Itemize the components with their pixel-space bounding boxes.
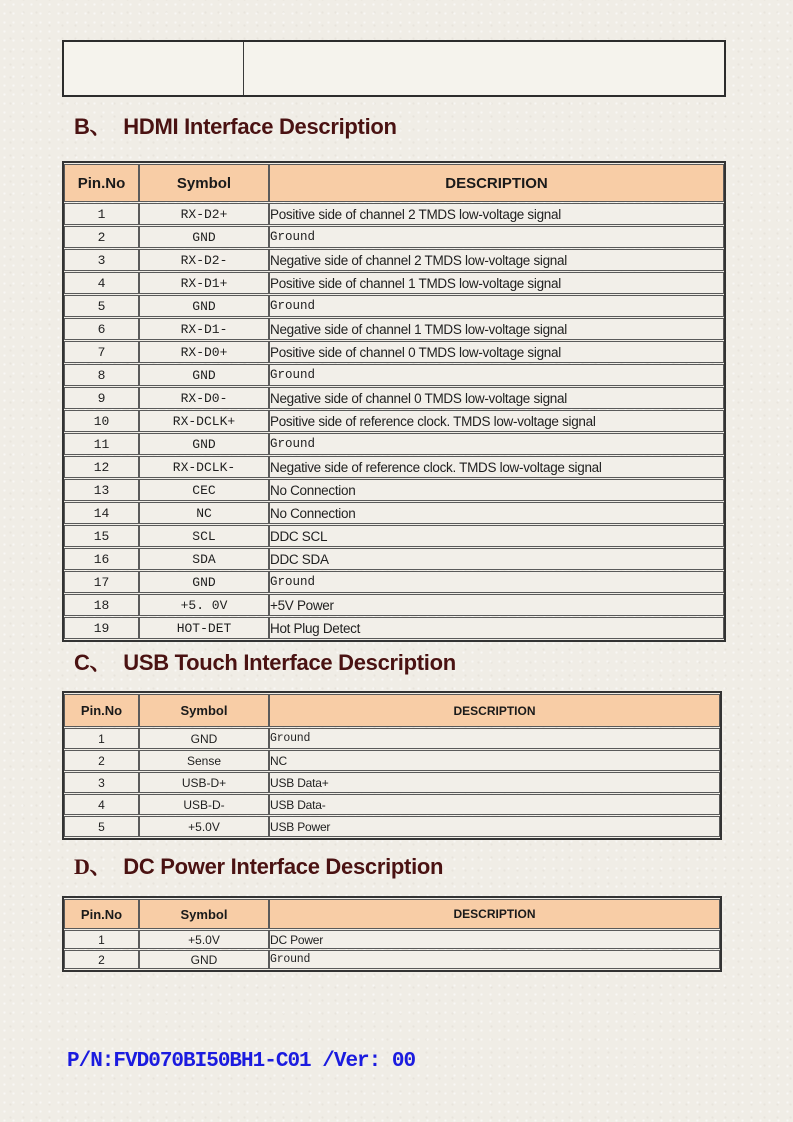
pin-cell: 4 — [64, 794, 139, 815]
description-cell: Positive side of channel 0 TMDS low-voltage signal — [269, 341, 724, 363]
pin-cell: 18 — [64, 594, 139, 616]
hdmi-header-row — [64, 164, 724, 202]
symbol-cell: GND — [139, 950, 269, 969]
pin-cell: 2 — [64, 226, 139, 248]
description-cell: Ground — [269, 950, 720, 969]
pin-cell: 1 — [64, 203, 139, 225]
symbol-cell: GND — [139, 364, 269, 386]
table-row — [64, 571, 724, 593]
pin-cell: 7 — [64, 341, 139, 363]
hdmi-pin-table — [62, 161, 726, 642]
description-cell: Ground — [269, 226, 724, 248]
description-cell: USB Power — [269, 816, 720, 837]
pin-cell: 14 — [64, 502, 139, 524]
symbol-cell: HOT-DET — [139, 617, 269, 639]
pin-cell: 2 — [64, 950, 139, 969]
description-cell: Negative side of reference clock. TMDS low-voltage signal — [269, 456, 724, 478]
pin-cell: 2 — [64, 750, 139, 771]
symbol-cell: Sense — [139, 750, 269, 771]
table-row — [64, 617, 724, 639]
section-prefix: C、 — [74, 650, 112, 675]
pin-cell: 15 — [64, 525, 139, 547]
table-row — [64, 341, 724, 363]
table-row — [64, 525, 724, 547]
symbol-cell: RX-D0- — [139, 387, 269, 409]
description-cell: Ground — [269, 433, 724, 455]
dc-power-pin-table — [62, 896, 722, 972]
pin-cell: 16 — [64, 548, 139, 570]
description-cell: DDC SDA — [269, 548, 724, 570]
column-header-pin-no: Pin.No — [64, 164, 139, 202]
description-cell: Negative side of channel 1 TMDS low-voltage signal — [269, 318, 724, 340]
column-header-pin-no: Pin.No — [64, 694, 139, 727]
pin-cell: 6 — [64, 318, 139, 340]
symbol-cell: RX-D1+ — [139, 272, 269, 294]
symbol-cell: RX-D2+ — [139, 203, 269, 225]
section-heading-dc-power — [74, 852, 443, 882]
pin-cell: 8 — [64, 364, 139, 386]
column-header-symbol: Symbol — [139, 899, 269, 929]
symbol-cell: SDA — [139, 548, 269, 570]
pin-cell: 12 — [64, 456, 139, 478]
description-cell: DC Power — [269, 930, 720, 949]
description-cell: Positive side of reference clock. TMDS low-voltage signal — [269, 410, 724, 432]
section-title: HDMI Interface Description — [123, 114, 397, 139]
symbol-cell: SCL — [139, 525, 269, 547]
description-cell: Negative side of channel 2 TMDS low-voltage signal — [269, 249, 724, 271]
symbol-cell: +5.0V — [139, 816, 269, 837]
symbol-cell: RX-D1- — [139, 318, 269, 340]
table-row — [64, 950, 720, 969]
pin-cell: 3 — [64, 249, 139, 271]
pin-cell: 3 — [64, 772, 139, 793]
symbol-cell: RX-DCLK- — [139, 456, 269, 478]
table-row — [64, 318, 724, 340]
table-row — [64, 387, 724, 409]
section-prefix: B、 — [74, 114, 112, 139]
symbol-cell: RX-DCLK+ — [139, 410, 269, 432]
pin-cell: 5 — [64, 295, 139, 317]
pin-cell: 19 — [64, 617, 139, 639]
description-cell: Positive side of channel 1 TMDS low-voltage signal — [269, 272, 724, 294]
description-cell: USB Data- — [269, 794, 720, 815]
description-cell: Negative side of channel 0 TMDS low-voltage signal — [269, 387, 724, 409]
description-cell: DDC SCL — [269, 525, 724, 547]
description-cell: Positive side of channel 2 TMDS low-voltage signal — [269, 203, 724, 225]
table-row — [64, 794, 720, 815]
symbol-cell: GND — [139, 728, 269, 749]
section-heading-usb — [74, 648, 456, 678]
pin-cell: 5 — [64, 816, 139, 837]
table-row — [64, 594, 724, 616]
pin-cell: 17 — [64, 571, 139, 593]
table-row — [64, 728, 720, 749]
description-cell: USB Data+ — [269, 772, 720, 793]
section-prefix: D、 — [74, 854, 112, 879]
usb-pin-table — [62, 691, 722, 840]
column-header-pin-no: Pin.No — [64, 899, 139, 929]
symbol-cell: GND — [139, 571, 269, 593]
table-row — [64, 548, 724, 570]
part-number-version-line: P/N:FVD070BI50BH1-C01 /Ver: 00 — [67, 1050, 416, 1073]
symbol-cell: USB-D+ — [139, 772, 269, 793]
description-cell: Ground — [269, 364, 724, 386]
table-row — [64, 502, 724, 524]
symbol-cell: GND — [139, 226, 269, 248]
dc-header-row — [64, 899, 720, 929]
symbol-cell: USB-D- — [139, 794, 269, 815]
table-row — [64, 479, 724, 501]
description-cell: Hot Plug Detect — [269, 617, 724, 639]
table-row — [64, 410, 724, 432]
column-header-symbol: Symbol — [139, 694, 269, 727]
pin-cell: 4 — [64, 272, 139, 294]
pin-cell: 13 — [64, 479, 139, 501]
table-row — [64, 930, 720, 949]
top-empty-table — [62, 40, 726, 97]
symbol-cell: NC — [139, 502, 269, 524]
description-cell: Ground — [269, 571, 724, 593]
column-header-description: DESCRIPTION — [269, 694, 720, 727]
table-row — [64, 272, 724, 294]
description-cell: NC — [269, 750, 720, 771]
table-row — [64, 295, 724, 317]
top-empty-table-divider — [243, 42, 244, 95]
table-row — [64, 249, 724, 271]
symbol-cell: RX-D0+ — [139, 341, 269, 363]
pin-cell: 9 — [64, 387, 139, 409]
column-header-symbol: Symbol — [139, 164, 269, 202]
usb-header-row — [64, 694, 720, 727]
symbol-cell: +5.0V — [139, 930, 269, 949]
table-row — [64, 226, 724, 248]
pin-cell: 11 — [64, 433, 139, 455]
table-row — [64, 772, 720, 793]
symbol-cell: +5. 0V — [139, 594, 269, 616]
description-cell: +5V Power — [269, 594, 724, 616]
pin-cell: 1 — [64, 728, 139, 749]
section-title: USB Touch Interface Description — [123, 650, 456, 675]
pin-cell: 10 — [64, 410, 139, 432]
table-row — [64, 816, 720, 837]
symbol-cell: RX-D2- — [139, 249, 269, 271]
description-cell: No Connection — [269, 502, 724, 524]
table-row — [64, 456, 724, 478]
description-cell: Ground — [269, 728, 720, 749]
pin-cell: 1 — [64, 930, 139, 949]
column-header-description: DESCRIPTION — [269, 164, 724, 202]
table-row — [64, 364, 724, 386]
table-row — [64, 433, 724, 455]
column-header-description: DESCRIPTION — [269, 899, 720, 929]
symbol-cell: GND — [139, 295, 269, 317]
symbol-cell: GND — [139, 433, 269, 455]
table-row — [64, 203, 724, 225]
description-cell: No Connection — [269, 479, 724, 501]
description-cell: Ground — [269, 295, 724, 317]
section-heading-hdmi — [74, 112, 397, 142]
section-title: DC Power Interface Description — [123, 854, 444, 879]
symbol-cell: CEC — [139, 479, 269, 501]
table-row — [64, 750, 720, 771]
